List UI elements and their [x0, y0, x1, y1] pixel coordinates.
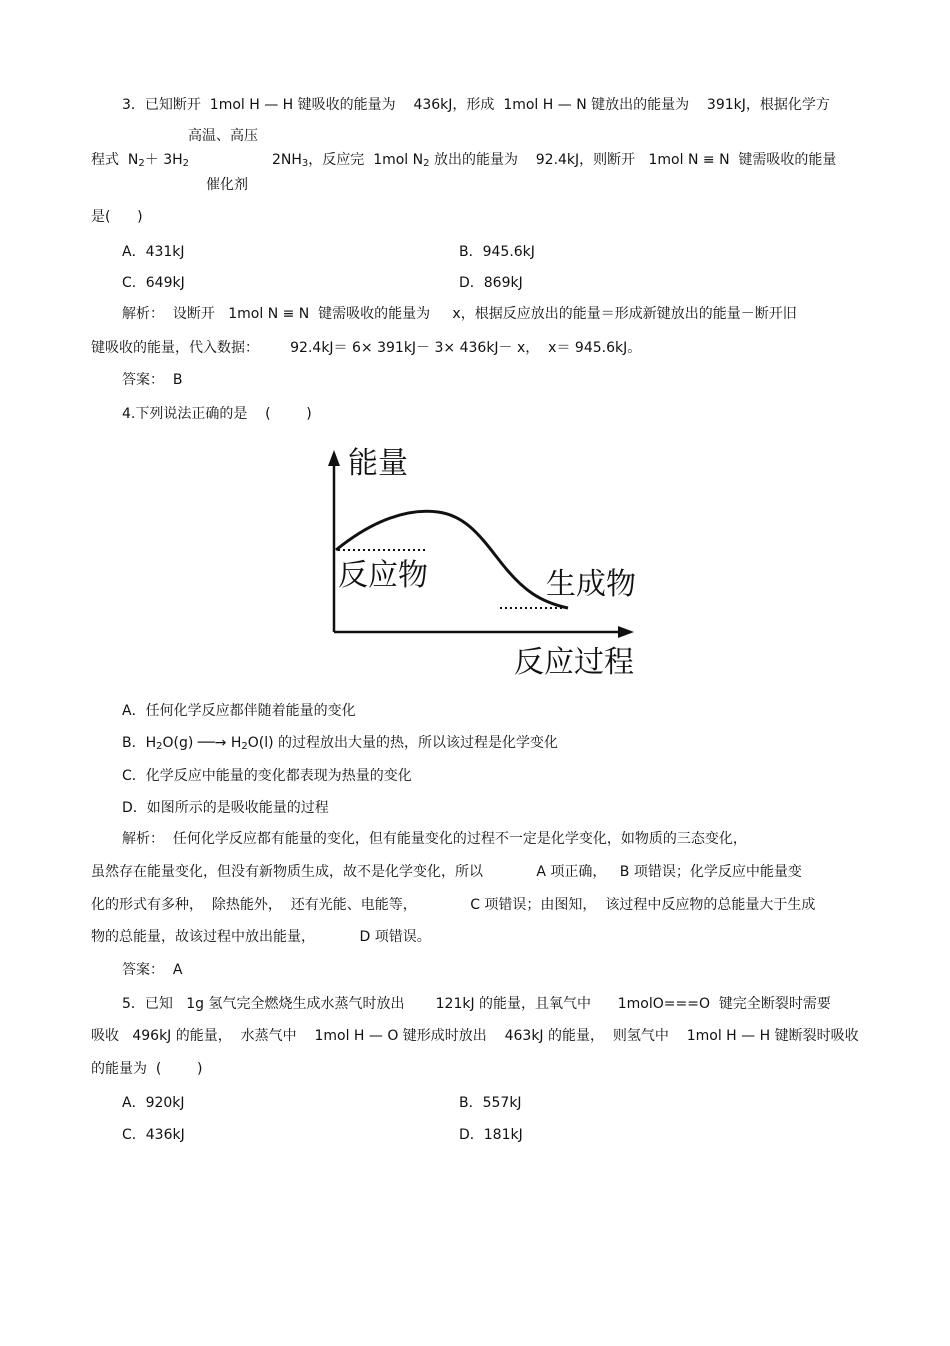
q3-eq-sub: 2 — [423, 158, 430, 169]
q4-analysis-line2: 虽然存在能量变化，但没有新物质生成，故不是化学变化，所以 A 项正确， B 项错误；化学反应中能量变 — [91, 864, 802, 880]
q3-condition-top: 高温、高压 — [188, 128, 258, 144]
q5-stem-line3: 的能量为 ( ) — [91, 1061, 203, 1077]
energy-diagram — [318, 440, 658, 685]
y-axis-label: 能量 — [348, 446, 408, 481]
reactant-label: 反应物 — [338, 558, 428, 593]
q3-option-b: B．945.6kJ — [459, 244, 535, 260]
q4-option-c: C．化学反应中能量的变化都表现为热量的变化 — [122, 768, 412, 784]
q4-option-b — [122, 734, 558, 752]
q3-eq-text: ，反应完 1mol N — [308, 152, 424, 168]
q3-equation-line — [91, 151, 189, 169]
product-label: 生成物 — [546, 567, 636, 602]
q4-option-a: A．任何化学反应都伴随着能量的变化 — [122, 703, 356, 719]
q5-option-a: A．920kJ — [122, 1095, 185, 1111]
q4-analysis-line3: 化的形式有多种， 除热能外， 还有光能、电能等， C 项错误；由图知， 该过程中反应物的总能量大于生成 — [91, 897, 816, 913]
q3-option-c: C．649kJ — [122, 275, 185, 291]
q4-stem: 4.下列说法正确的是 ( ) — [122, 406, 312, 422]
q4-option-d: D．如图所示的是吸收能量的过程 — [122, 800, 329, 816]
q5-stem-line2: 吸收 496kJ 的能量， 水蒸气中 1mol H — O 键形成时放出 463kJ 的能量， 则氢气中 1mol H — H 键断裂时吸收 — [91, 1028, 859, 1044]
q3-condition-bottom: 催化剂 — [206, 177, 248, 193]
q3-eq-sub: 2 — [182, 158, 190, 169]
x-axis-label: 反应过程 — [514, 645, 634, 680]
q4-answer: 答案： A — [122, 962, 183, 978]
q5-option-b: B．557kJ — [459, 1095, 522, 1111]
q5-option-d: D．181kJ — [459, 1127, 523, 1143]
q4-option-b-mid: O(g) ──→ H — [162, 735, 242, 751]
q4-option-b-lead: B．H — [122, 735, 157, 751]
q3-eq-product: 2NH — [272, 152, 302, 168]
q5-option-c: C．436kJ — [122, 1127, 185, 1143]
q3-eq-sub: 3 — [301, 158, 309, 169]
q3-eq-text-tail: 放出的能量为 92.4kJ，则断开 1mol N ≡ N 键需吸收的能量 — [429, 152, 837, 168]
y-axis-arrow — [328, 450, 340, 466]
x-axis-arrow — [618, 626, 634, 638]
q3-answer: 答案： B — [122, 372, 183, 388]
q4-option-b-tail: O(l) 的过程放出大量的热，所以该过程是化学变化 — [247, 735, 559, 751]
q5-stem-line1: 5．已知 1g 氢气完全燃烧生成水蒸气时放出 121kJ 的能量，且氧气中 1molO===O 键完全断裂时需要 — [122, 996, 831, 1012]
q3-equation-right — [272, 151, 836, 169]
q4-analysis-line1: 解析： 任何化学反应都有能量的变化，但有能量变化的过程不一定是化学变化，如物质的三态变化， — [122, 831, 747, 847]
q4-option-b-sub: 2 — [241, 741, 248, 752]
q3-eq-mid: ＋ 3H — [144, 152, 183, 168]
q3-stem-line3: 是( ) — [91, 209, 143, 225]
q3-stem-line1: 3．已知断开 1mol H — H 键吸收的能量为 436kJ，形成 1mol H — N 键放出的能量为 391kJ，根据化学方 — [122, 97, 830, 113]
q3-analysis-line1: 解析： 设断开 1mol N ≡ N 键需吸收的能量为 x，根据反应放出的能量＝形成新键放出的能量－断开旧 — [122, 306, 797, 322]
q3-eq-sub: 2 — [138, 158, 145, 169]
q4-option-b-sub: 2 — [156, 741, 163, 752]
q3-option-a: A．431kJ — [122, 244, 185, 260]
q3-eq-lead: 程式 N — [91, 152, 139, 168]
q3-option-d: D．869kJ — [459, 275, 523, 291]
q4-analysis-line4: 物的总能量，故该过程中放出能量， D 项错误。 — [91, 929, 431, 945]
q3-analysis-line2: 键吸收的能量，代入数据： 92.4kJ＝ 6× 391kJ－ 3× 436kJ－ x， x＝ 945.6kJ。 — [91, 340, 642, 356]
